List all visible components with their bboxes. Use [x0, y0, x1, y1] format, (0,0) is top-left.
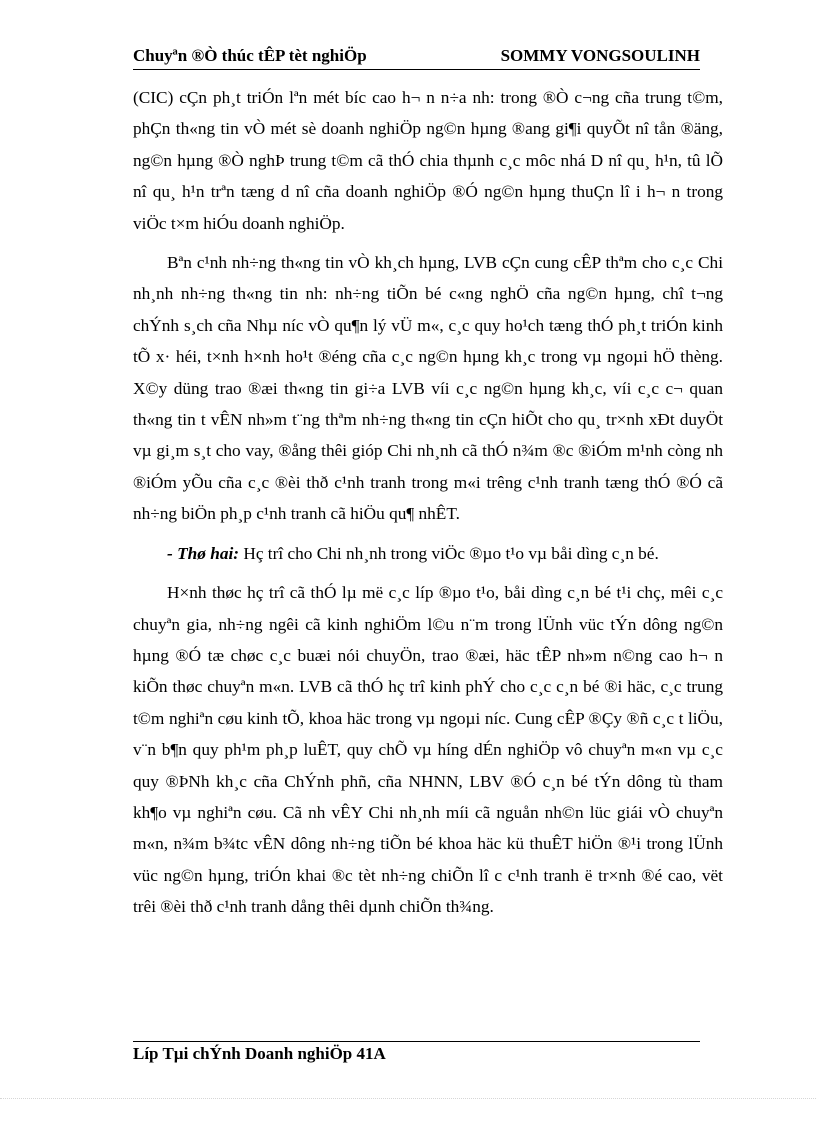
paragraph: (CIC) cÇn ph¸t triÓn lªn mét bíc cao h¬ n n÷a nh: trong ®Ò c¬ng cña trung t©m, phÇn th«ng tin vÒ mét sè doanh nghiÖp ng©n hµng ®ang gi¶i quyÕt nî tån ®äng, ng©n hµng ®Ò nghÞ trung t©m cã thÓ chia thµnh c¸c môc nhá D nî qu¸ h¹n, tû lÕ nî qu¸ h¹n trªn tæng d nî cña doanh nghiÖp ®Ó ng©n hµng thuÇn lî i h¬ n trong viÖc t×m hiÓu doanh nghiÖp. [133, 88, 723, 233]
footer-divider [133, 1041, 700, 1042]
page-footer: Líp Tµi chÝnh Doanh nghiÖp 41A [133, 1044, 386, 1063]
page-header [133, 46, 700, 68]
paragraph: - Thø hai: Hç trî cho Chi nh¸nh trong viÖc ®µo t¹o vµ båi dìng c¸n bé. [167, 543, 659, 563]
page-edge-divider [0, 1098, 816, 1099]
header-author: SOMMY VONGSOULINH [500, 46, 700, 65]
paragraph: Bªn c¹nh nh÷ng th«ng tin vÒ kh¸ch hµng, LVB cÇn cung cÊP thªm cho c¸c Chi nh¸nh nh÷ng th«ng tin nh: nh÷ng tiÕn bé c«ng nghÖ cña ng©n hµng, chî t¬ng chÝnh s¸ch cña Nhµ níc vÒ qu¶n lý vÜ m«, c¸c quy ho¹ch tæng thÓ ph¸t triÓn kinh tÕ x· héi, t×nh h×nh ho¹t ®éng cña c¸c ng©n hµng kh¸c trong vµ ngoµi hÖ thèng. X©y düng trao ®æi th«ng tin gi÷a LVB víi c¸c ng©n hµng kh¸c, víi c¸c c¬ quan th«ng tin t vÊN nh»m t¨ng thªm nh÷ng th«ng tin cÇn hiÕt cho qu¸ tr×nh xÐt duyÖt vµ gi¸m s¸t cho vay, ®ång thêi gióp Chi nh¸nh cã thÓ n¾m ®c ®iÓm m¹nh còng nh ®iÓm yÕu cña c¸c ®èi thð c¹nh tranh trong m«i trêng c¹nh tranh tæng thÓ ®Ó cã nh÷ng biÖn ph¸p c¹nh tranh cã hiÖu qu¶ nhÊT. [133, 253, 724, 524]
header-title: Chuyªn ®Ò thúc tÊP tèt nghiÖp [133, 46, 367, 65]
body-text [133, 82, 723, 923]
section-lead: - Thø hai: [167, 543, 240, 563]
paragraph: H×nh thøc hç trî cã thÓ lµ më c¸c líp ®µo t¹o, båi dìng c¸n bé t¹i chç, mêi c¸c chuyªn gia, nh÷ng ngêi cã kinh nghiÖm l©u n¨m trong lÜnh vüc tÝn dông ng©n hµng ®Ó tæ chøc c¸c buæi nói chuyÖn, trao ®æi, häc tÊP nh»m n©ng cao h¬ n kiÕn thøc chuyªn m«n. LVB cã thÓ hç trî kinh phÝ cho c¸c c¸n bé ®i häc, c¸c trung t©m nghiªn cøu kinh tÕ, khoa häc trong vµ ngoµi níc. Cung cÊP ®Çy ®ñ c¸c t liÖu, v¨n b¶n quy ph¹m ph¸p luÊT, quy chÕ vµ híng dÉn nghiÖp vô chuyªn m«n vµ c¸c quy ®ÞNh kh¸c cña ChÝnh phñ, cña NHNN, LBV ®Ó c¸n bé tÝn dông tù tham kh¶o vµ nghiªn cøu. Cã nh vÊY Chi nh¸nh míi cã nguån nh©n lüc giái vÒ chuyªn m«n, n¾m b¾tc vÊN dông nh÷ng tiÕn bé khoa häc kü thuÊT hiÖn ®¹i trong lÜnh vüc ng©n hµng, triÓn khai ®c tèt nh÷ng chiÕn lî c c¹nh tranh ë tr×nh ®é cao, vët trêi ®èi thð c¹nh tranh dång thêi dµnh chiÕn th¾ng. [133, 583, 724, 917]
header-divider [133, 69, 700, 70]
